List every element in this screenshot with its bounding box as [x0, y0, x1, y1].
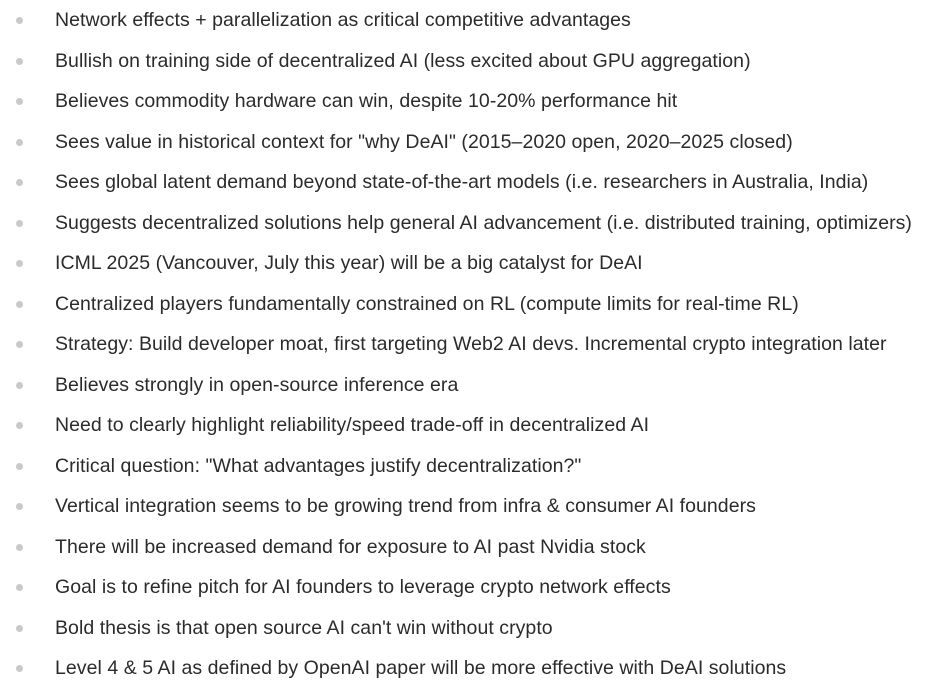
note-text: Believes commodity hardware can win, despite 10-20% performance hit	[55, 90, 678, 112]
list-item	[0, 608, 942, 648]
note-text: Bold thesis is that open source AI can't win without crypto	[55, 616, 553, 639]
list-item	[0, 284, 942, 324]
bullet-icon	[16, 341, 23, 348]
note-text: Centralized players fundamentally constrained on RL (compute limits for real-time RL)	[55, 292, 799, 315]
note-text: Bullish on training side of decentralized AI (less excited about GPU aggregation)	[55, 49, 751, 72]
list-item	[0, 324, 942, 364]
list-item	[0, 405, 942, 445]
bullet-icon	[16, 625, 23, 632]
note-text: Goal is to refine pitch for AI founders to leverage crypto network effects	[55, 576, 671, 598]
list-item	[0, 527, 942, 567]
note-text: Level 4 & 5 AI as defined by OpenAI paper will be more effective with DeAI solutions	[55, 657, 787, 679]
bullet-icon	[16, 58, 23, 65]
bullet-icon	[16, 220, 23, 227]
bullet-icon	[16, 260, 23, 267]
note-text: Sees global latent demand beyond state-of-the-art models (i.e. researchers in Australia, India)	[55, 171, 869, 193]
note-text: Critical question: "What advantages justify decentralization?"	[55, 454, 582, 477]
list-item	[0, 203, 942, 243]
note-text: Believes strongly in open-source inference era	[55, 373, 459, 396]
bullet-icon	[16, 463, 23, 470]
list-item	[0, 486, 942, 526]
list-item	[0, 365, 942, 405]
note-text: Strategy: Build developer moat, first targeting Web2 AI devs. Incremental crypto integration later	[55, 333, 887, 355]
note-text: ICML 2025 (Vancouver, July this year) will be a big catalyst for DeAI	[55, 252, 643, 274]
bullet-icon	[16, 301, 23, 308]
list-item	[0, 243, 942, 283]
note-text: Vertical integration seems to be growing trend from infra & consumer AI founders	[55, 495, 756, 517]
bullet-icon	[16, 665, 23, 672]
bullet-icon	[16, 17, 23, 24]
note-text: There will be increased demand for exposure to AI past Nvidia stock	[55, 535, 646, 558]
note-text: Sees value in historical context for "why DeAI" (2015–2020 open, 2020–2025 closed)	[55, 130, 793, 153]
bullet-icon	[16, 544, 23, 551]
list-item	[0, 122, 942, 162]
list-item	[0, 162, 942, 202]
bullet-icon	[16, 139, 23, 146]
list-item	[0, 41, 942, 81]
bullet-icon	[16, 98, 23, 105]
list-item	[0, 567, 942, 607]
list-item	[0, 81, 942, 121]
bullet-icon	[16, 503, 23, 510]
bullet-icon	[16, 422, 23, 429]
bullet-icon	[16, 179, 23, 186]
bullet-icon	[16, 382, 23, 389]
list-item	[0, 446, 942, 486]
bullet-icon	[16, 584, 23, 591]
note-text: Need to clearly highlight reliability/speed trade-off in decentralized AI	[55, 414, 650, 436]
list-item	[0, 648, 942, 688]
note-text: Network effects + parallelization as critical competitive advantages	[55, 9, 631, 31]
list-item	[0, 0, 942, 40]
note-text: Suggests decentralized solutions help general AI advancement (i.e. distributed training, optimizers)	[55, 211, 912, 234]
